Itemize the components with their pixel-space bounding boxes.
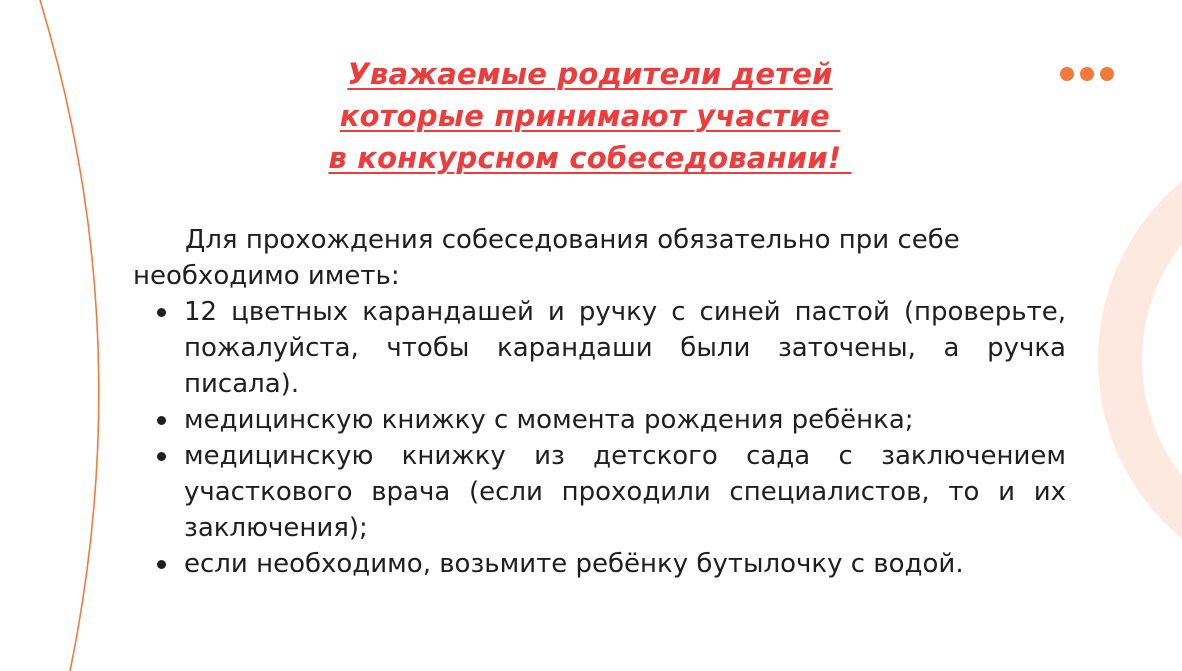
list-item bbox=[133, 438, 1066, 546]
list-item bbox=[133, 402, 1066, 438]
bullet-icon bbox=[157, 452, 166, 461]
list-item bbox=[133, 294, 1066, 402]
list-item bbox=[133, 546, 1066, 582]
list-item-text: если необходимо, возьмите ребёнку бутылочку с водой. bbox=[184, 549, 964, 579]
title-line: Уважаемые родители детей bbox=[347, 57, 833, 91]
list-item-text: медицинскую книжку с момента рождения ребёнка; bbox=[184, 405, 914, 435]
dot-icon bbox=[1060, 67, 1074, 81]
list-item-text: медицинскую книжку из детского сада с заключением участкового врача (если проходили специалистов, то и их заключения); bbox=[184, 441, 1066, 543]
title-line: в конкурсном собеседовании! bbox=[328, 141, 852, 175]
bullet-icon bbox=[157, 560, 166, 569]
dot-icon bbox=[1080, 67, 1094, 81]
page-title bbox=[240, 53, 940, 179]
requirements-list bbox=[133, 294, 1066, 582]
list-item-text: 12 цветных карандашей и ручку с синей пастой (проверьте, пожалуйста, чтобы карандаши были заточены, а ручка писала). bbox=[184, 297, 1066, 399]
bullet-icon bbox=[157, 308, 166, 317]
bullet-icon bbox=[157, 416, 166, 425]
notice-body bbox=[133, 222, 1066, 582]
left-arc-line bbox=[40, 0, 99, 671]
dot-icon bbox=[1100, 67, 1114, 81]
decorative-dots bbox=[1060, 67, 1114, 81]
title-line: которые принимают участие bbox=[339, 99, 841, 133]
right-ring-shape bbox=[1120, 150, 1182, 570]
intro-paragraph: Для прохождения собеседования обязательно при себе необходимо иметь: bbox=[133, 225, 960, 291]
